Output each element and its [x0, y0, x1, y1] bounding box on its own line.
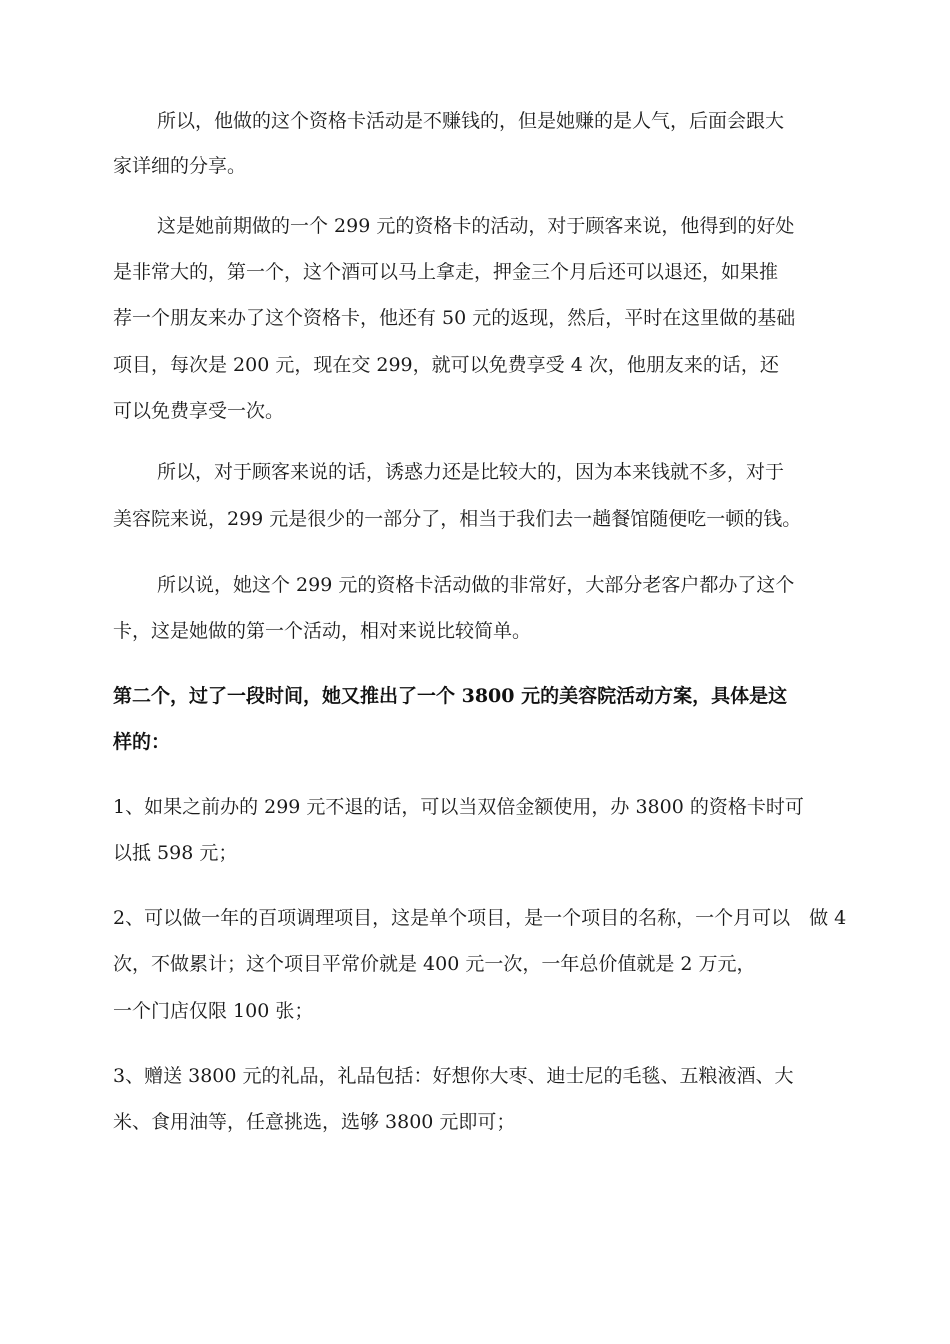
- section-heading-line-2: 样的：: [113, 731, 171, 753]
- section-heading-line-1: 第二个，过了一段时间，她又推出了一个 3800 元的美容院活动方案，具体是这: [113, 685, 788, 707]
- paragraph-2-line-1: 这是她前期做的一个 299 元的资格卡的活动，对于顾客来说，他得到的好处: [157, 215, 795, 237]
- paragraph-3-line-2: 美容院来说，299 元是很少的一部分了，相当于我们去一趟餐馆随便吃一顿的钱。: [113, 508, 802, 530]
- list-item-1-line-1: 1、如果之前办的 299 元不退的话，可以当双倍金额使用，办 3800 的资格卡时可: [113, 796, 804, 818]
- paragraph-1-line-1: 所以，他做的这个资格卡活动是不赚钱的，但是她赚的是人气，后面会跟大: [157, 110, 785, 132]
- paragraph-2-line-3: 荐一个朋友来办了这个资格卡，他还有 50 元的返现，然后，平时在这里做的基础: [113, 307, 796, 329]
- paragraph-1-line-2: 家详细的分享。: [113, 155, 247, 177]
- list-item-1-line-2: 以抵 598 元；: [113, 842, 238, 864]
- paragraph-2-line-2: 是非常大的，第一个，这个酒可以马上拿走，押金三个月后还可以退还，如果推: [113, 261, 779, 283]
- list-item-2-line-2: 次，不做累计；这个项目平常价就是 400 元一次，一年总价值就是 2 万元，: [113, 953, 756, 975]
- paragraph-4-line-1: 所以说，她这个 299 元的资格卡活动做的非常好，大部分老客户都办了这个: [157, 574, 795, 596]
- list-item-3-line-2: 米、食用油等，任意挑选，选够 3800 元即可；: [113, 1111, 516, 1133]
- list-item-2-line-3: 一个门店仅限 100 张；: [113, 1000, 314, 1022]
- list-item-2-line-1: 2、可以做一年的百项调理项目，这是单个项目，是一个项目的名称，一个月可以 做 4: [113, 907, 847, 929]
- paragraph-3-line-1: 所以，对于顾客来说的话，诱惑力还是比较大的，因为本来钱就不多，对于: [157, 461, 785, 483]
- list-item-3-line-1: 3、赠送 3800 元的礼品，礼品包括：好想你大枣、迪士尼的毛毯、五粮液酒、大: [113, 1065, 794, 1087]
- paragraph-4-line-2: 卡，这是她做的第一个活动，相对来说比较简单。: [113, 620, 532, 642]
- paragraph-2-line-4: 项目，每次是 200 元，现在交 299，就可以免费享受 4 次，他朋友来的话，还: [113, 354, 779, 376]
- paragraph-2-line-5: 可以免费享受一次。: [113, 400, 285, 422]
